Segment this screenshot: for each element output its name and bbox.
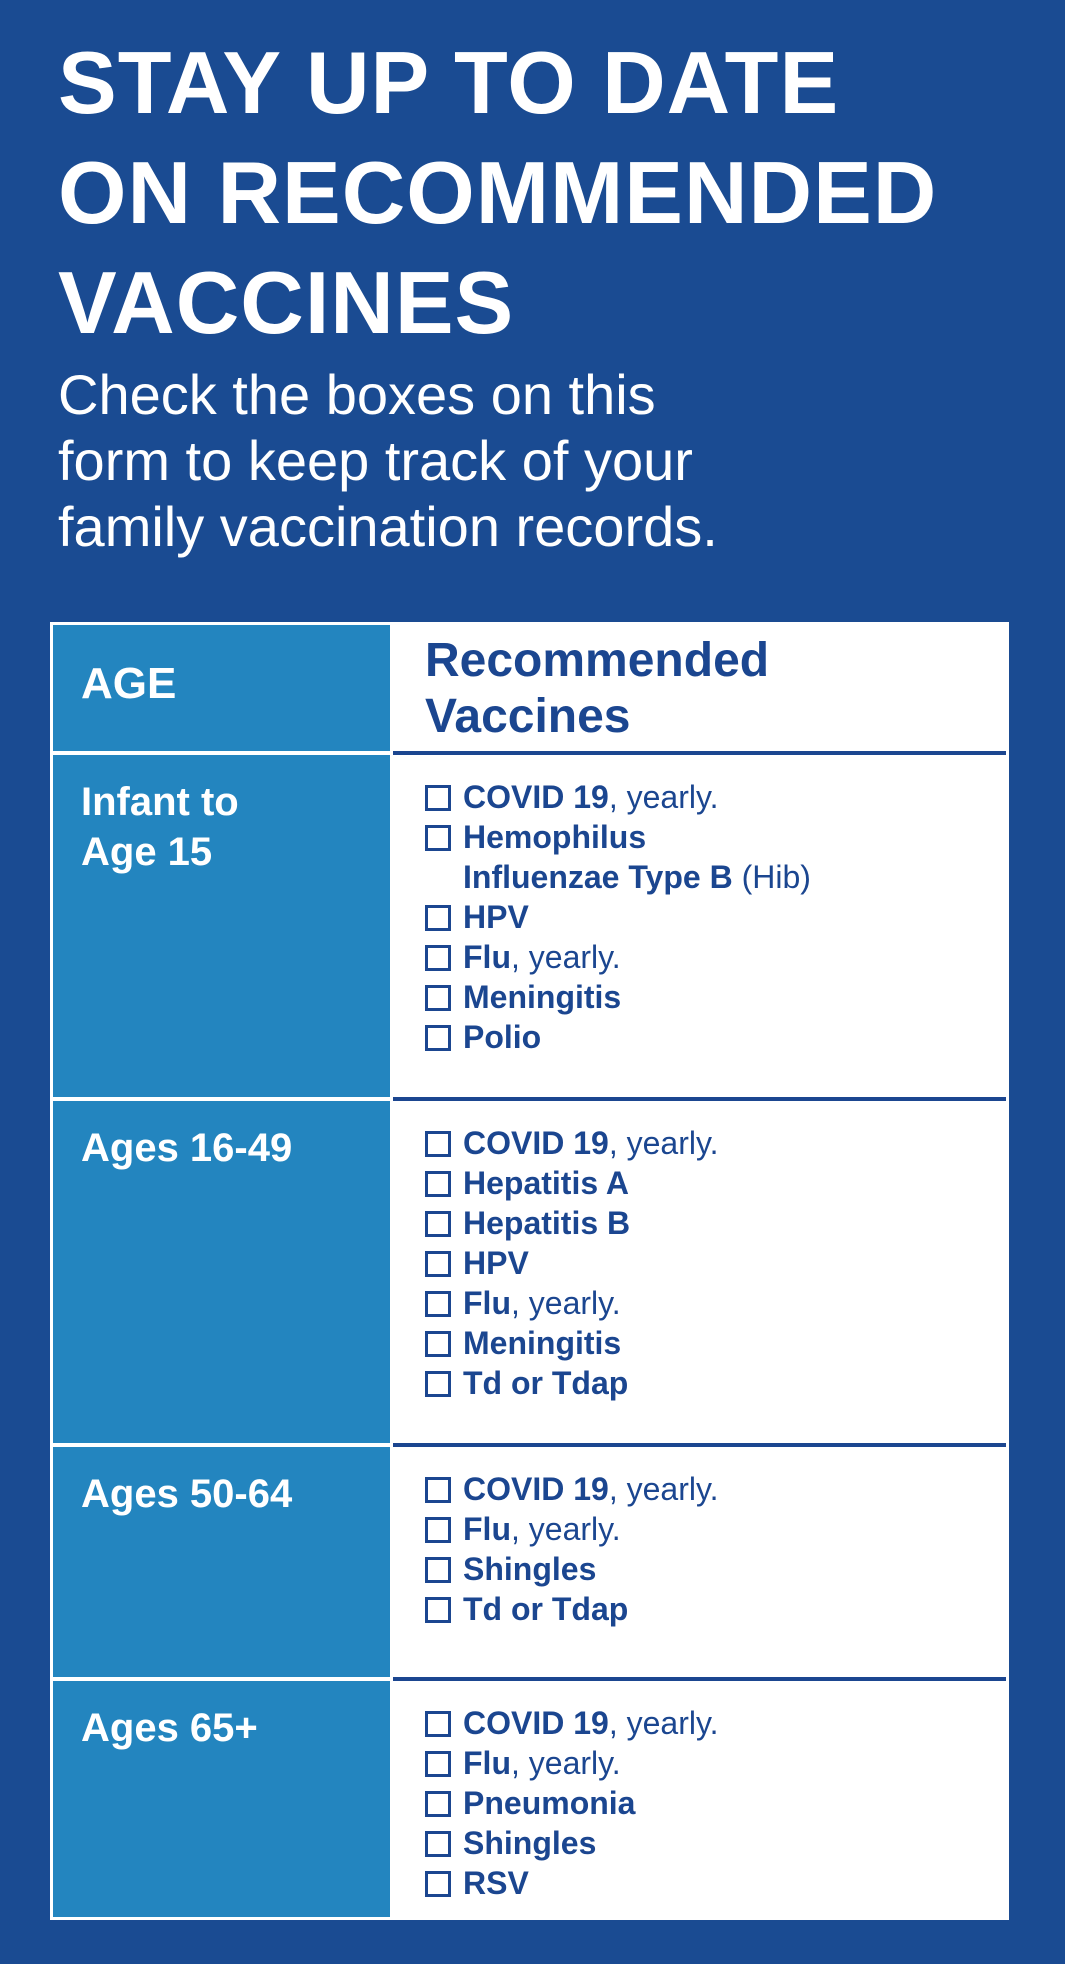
vaccine-checkbox[interactable]: [425, 1597, 451, 1623]
vaccine-item[interactable]: [425, 1163, 1006, 1203]
vaccine-checkbox[interactable]: [425, 1171, 451, 1197]
vaccine-checkbox[interactable]: [425, 1025, 451, 1051]
vaccine-note: , yearly.: [608, 779, 719, 815]
vaccine-name: COVID 19: [463, 1125, 609, 1161]
age-label: [53, 1101, 390, 1443]
vaccine-item[interactable]: [425, 1549, 1006, 1589]
age-label-line: Infant to: [81, 780, 239, 824]
vaccine-name: Hepatitis A: [463, 1165, 629, 1201]
vaccine-name: RSV: [463, 1865, 529, 1901]
vaccine-item[interactable]: [425, 1589, 1006, 1629]
vaccine-checkbox[interactable]: [425, 1871, 451, 1897]
vaccine-name: Influenzae Type B: [463, 859, 733, 895]
vaccine-note: , yearly.: [608, 1471, 719, 1507]
vaccine-name: Polio: [463, 1019, 542, 1055]
age-label-line: Ages 50-64: [81, 1472, 293, 1516]
vaccine-checkbox[interactable]: [425, 945, 451, 971]
vaccine-item[interactable]: [425, 1469, 1006, 1509]
vaccine-note: , yearly.: [510, 939, 621, 975]
vaccine-name: Meningitis: [463, 1325, 622, 1361]
vaccine-name: Flu: [463, 1285, 511, 1321]
vaccine-note: , yearly.: [510, 1511, 621, 1547]
page-title: [58, 28, 1038, 358]
vaccine-name: Flu: [463, 1745, 511, 1781]
vaccine-checkbox[interactable]: [425, 1371, 451, 1397]
vaccine-name: COVID 19: [463, 779, 609, 815]
vaccine-checkbox[interactable]: [425, 1251, 451, 1277]
vaccine-name: Td or Tdap: [463, 1591, 629, 1627]
vaccine-item[interactable]: [425, 1509, 1006, 1549]
vaccine-name: Shingles: [463, 1825, 597, 1861]
vaccine-item[interactable]: [425, 1703, 1006, 1743]
age-label-line: Ages 16-49: [81, 1126, 293, 1170]
vaccines-header-line: Vaccines: [425, 690, 631, 743]
vaccine-name: Pneumonia: [463, 1785, 636, 1821]
vaccine-name: COVID 19: [463, 1705, 609, 1741]
title-line: STAY UP TO DATE: [58, 33, 840, 132]
vaccine-list-cell: [393, 1681, 1006, 1917]
vaccine-checkbox[interactable]: [425, 1331, 451, 1357]
vaccine-checkbox[interactable]: [425, 785, 451, 811]
vaccine-list: [425, 1123, 1006, 1403]
vaccine-list: [425, 1469, 1006, 1629]
vaccine-item[interactable]: [425, 1203, 1006, 1243]
vaccine-checkbox[interactable]: [425, 1211, 451, 1237]
vaccine-name: COVID 19: [463, 1471, 609, 1507]
page-subtitle: [58, 362, 1038, 560]
vaccine-name: Hepatitis B: [463, 1205, 631, 1241]
vaccine-name: Shingles: [463, 1551, 597, 1587]
vaccine-checkbox[interactable]: [425, 905, 451, 931]
vaccine-list-cell: [393, 1101, 1006, 1443]
vaccine-name: Flu: [463, 1511, 511, 1547]
vaccine-item[interactable]: [425, 1783, 1006, 1823]
subtitle-line: Check the boxes on this: [58, 363, 656, 426]
age-label: [53, 755, 390, 1097]
vaccine-note: , yearly.: [608, 1125, 719, 1161]
vaccine-item[interactable]: [425, 1823, 1006, 1863]
age-row: [53, 1101, 1006, 1443]
vaccine-checkbox[interactable]: [425, 1751, 451, 1777]
vaccine-item[interactable]: [425, 1743, 1006, 1783]
vaccine-checkbox[interactable]: [425, 1711, 451, 1737]
vaccine-item[interactable]: [425, 977, 1006, 1017]
vaccines-header-line: Recommended: [425, 634, 770, 687]
vaccine-checkbox[interactable]: [425, 1517, 451, 1543]
vaccine-item[interactable]: [425, 817, 1006, 857]
vaccine-tracker-table: [50, 622, 1009, 1920]
age-row: [53, 1447, 1006, 1677]
vaccine-name: Hemophilus: [463, 819, 647, 855]
vaccine-item[interactable]: [425, 1363, 1006, 1403]
age-label-line: Ages 65+: [81, 1706, 258, 1750]
vaccine-checkbox[interactable]: [425, 1791, 451, 1817]
age-row: [53, 1681, 1006, 1917]
vaccine-checkbox[interactable]: [425, 1477, 451, 1503]
vaccine-checkbox[interactable]: [425, 1131, 451, 1157]
vaccine-note: (Hib): [732, 859, 811, 895]
vaccine-item[interactable]: [425, 937, 1006, 977]
age-header-label: AGE: [81, 659, 177, 708]
vaccine-name: HPV: [463, 899, 529, 935]
age-label: [53, 1681, 390, 1917]
vaccine-item[interactable]: [425, 1283, 1006, 1323]
vaccine-item[interactable]: [425, 1017, 1006, 1057]
vaccine-checkbox[interactable]: [425, 825, 451, 851]
age-label-line: Age 15: [81, 830, 213, 874]
subtitle-line: family vaccination records.: [58, 495, 718, 558]
title-line: ON RECOMMENDED: [58, 143, 938, 242]
title-line: VACCINES: [58, 253, 515, 352]
vaccine-note: , yearly.: [510, 1745, 621, 1781]
vaccine-list: [425, 1703, 1006, 1903]
vaccine-item: [425, 857, 1006, 897]
vaccine-name: Meningitis: [463, 979, 622, 1015]
vaccine-item[interactable]: [425, 777, 1006, 817]
vaccine-item[interactable]: [425, 1243, 1006, 1283]
vaccines-column-header: [393, 625, 1006, 751]
vaccine-checkbox[interactable]: [425, 1831, 451, 1857]
age-label: [53, 1447, 390, 1677]
vaccine-item[interactable]: [425, 1863, 1006, 1903]
vaccine-checkbox[interactable]: [425, 1291, 451, 1317]
vaccine-name: HPV: [463, 1245, 529, 1281]
vaccine-note: , yearly.: [510, 1285, 621, 1321]
vaccine-item[interactable]: [425, 897, 1006, 937]
vaccine-list: [425, 777, 1006, 1057]
vaccine-checkbox[interactable]: [425, 1557, 451, 1583]
vaccine-name: Flu: [463, 939, 511, 975]
subtitle-line: form to keep track of your: [58, 429, 693, 492]
table-header-row: [53, 625, 1006, 751]
vaccine-list-cell: [393, 1447, 1006, 1677]
vaccine-list-cell: [393, 755, 1006, 1097]
vaccine-note: , yearly.: [608, 1705, 719, 1741]
vaccine-item[interactable]: [425, 1123, 1006, 1163]
age-column-header: [53, 625, 390, 751]
vaccine-name: Td or Tdap: [463, 1365, 629, 1401]
vaccine-checkbox[interactable]: [425, 985, 451, 1011]
age-row: [53, 755, 1006, 1097]
vaccine-item[interactable]: [425, 1323, 1006, 1363]
